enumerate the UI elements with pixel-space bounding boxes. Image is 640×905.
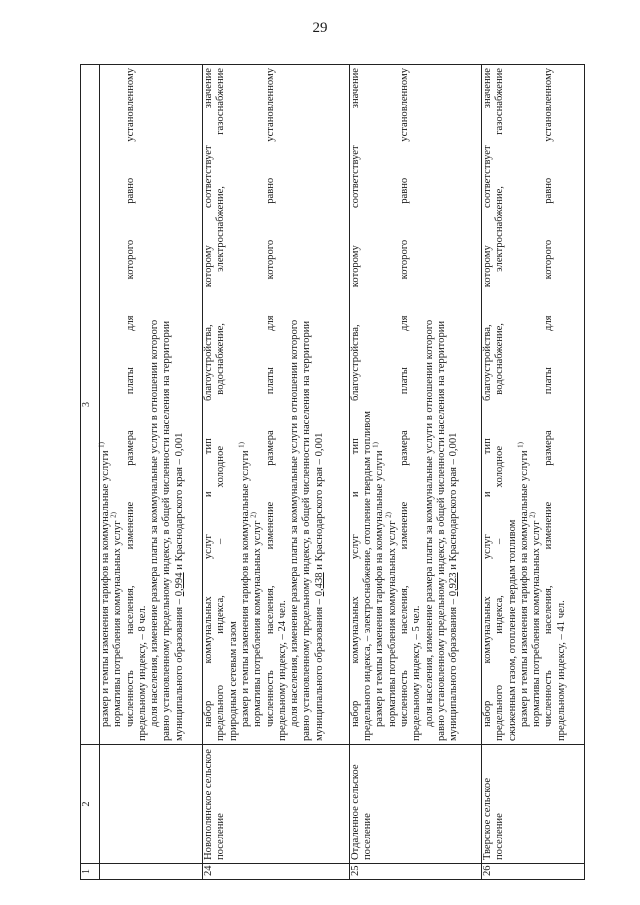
description-line	[516, 68, 531, 741]
line-text: размер и темпы изменения тарифов на коммунальные услуги	[100, 447, 111, 727]
rotated-table-wrapper	[80, 65, 585, 880]
line-text: численность населения, изменение размера платы для которого равно установленному	[264, 68, 276, 727]
row-number-cell	[100, 864, 203, 880]
line-text: нормативы потребления коммунальных услуг	[252, 517, 264, 727]
description-line	[174, 68, 186, 741]
line-text: предельному индексу, – 8 чел.	[136, 605, 148, 741]
table-row-25	[349, 65, 481, 880]
line-text: доля населения, изменение размера платы за коммунальные услуги в отношении которого	[289, 319, 301, 727]
footnote-marker: 2)	[109, 512, 118, 518]
line-text-tail: и Краснодарского края – 0,001	[313, 432, 325, 573]
description-line	[411, 68, 423, 741]
footnote-marker: 1)	[237, 442, 246, 448]
header-cell-3: 3	[81, 65, 100, 745]
line-text: набор коммунальных услуг и тип благоустройства, которому соответствует значение	[203, 68, 215, 727]
settlement-name-cell: Новополянское сельское поселение	[203, 745, 350, 864]
description-line	[371, 68, 386, 741]
line-text: муниципального образования –	[448, 596, 460, 741]
line-text: нормативы потребления коммунальных услуг	[531, 517, 543, 727]
row-number-cell: 26	[481, 864, 584, 880]
description-line	[543, 68, 555, 741]
row-number-cell: 25	[349, 864, 481, 880]
line-text: численность населения, изменение размера платы для которого равно установленному	[124, 68, 136, 727]
description-line	[137, 68, 149, 741]
description-line	[289, 68, 301, 741]
description-line	[97, 68, 112, 741]
line-text: природным сетевым газом	[227, 621, 239, 741]
description-line	[424, 68, 436, 741]
table-row-continued	[100, 65, 203, 880]
line-text: предельного индекса, – холодное водоснабжение, электроснабжение, газоснабжение	[494, 68, 506, 741]
description-cell	[203, 65, 350, 745]
description-line	[399, 68, 411, 741]
settlement-name-cell: Отдаленное сельское поселение	[349, 745, 481, 864]
line-text: предельному индексу, – 5 чел.	[411, 605, 423, 741]
line-text: размер и темпы изменения тарифов на коммунальные услуги	[239, 447, 251, 727]
header-cell-1: 1	[81, 864, 100, 880]
underlined-value: 0,994	[173, 572, 185, 597]
description-cell	[349, 65, 481, 745]
footnote-marker: 1)	[516, 442, 525, 448]
description-line	[249, 68, 264, 741]
page-number: 29	[312, 20, 328, 36]
description-line	[494, 68, 506, 741]
description-line	[125, 68, 137, 741]
line-text: сжиженным газом, отопление твердым топливом	[506, 519, 518, 741]
description-line	[237, 68, 252, 741]
underlined-value: 0,923	[448, 572, 460, 597]
line-text: равно установленному предельному индексу, в общей численности населения на территории	[301, 320, 313, 741]
description-line	[277, 68, 289, 741]
footnote-marker: 2)	[249, 512, 258, 518]
description-line	[448, 68, 460, 741]
description-line	[215, 68, 227, 741]
footnote-marker: 2)	[528, 512, 537, 518]
line-text: предельного индекса, – электроснабжение, отопление твердым топливом	[362, 411, 374, 741]
line-text: равно установленному предельному индексу, в общей численности населения на территории	[435, 320, 447, 741]
line-text: численность населения, изменение размера платы для которого равно установленному	[398, 68, 410, 727]
line-text: равно установленному предельному индексу, в общей численности населения на территории	[161, 320, 173, 741]
line-text: предельного индекса, – холодное водоснабжение, электроснабжение, газоснабжение	[215, 68, 227, 741]
line-text-tail: и Краснодарского края – 0,001	[448, 432, 460, 573]
description-line	[149, 68, 161, 741]
line-text: набор коммунальных услуг и тип благоустройства, которому соответствует значение	[349, 68, 361, 727]
line-text: доля населения, изменение размера платы за коммунальные услуги в отношении которого	[423, 319, 435, 727]
line-text: численность населения, изменение размера платы для которого равно установленному	[543, 68, 555, 727]
line-text: нормативы потребления коммунальных услуг	[112, 517, 124, 727]
line-text: набор коммунальных услуг и тип благоустройства, которому соответствует значение	[481, 68, 493, 727]
row-number-cell: 24	[203, 864, 350, 880]
description-line	[314, 68, 326, 741]
line-text: доля населения, изменение размера платы за коммунальные услуги в отношении которого	[149, 319, 161, 727]
line-text: размер и темпы изменения тарифов на коммунальные услуги	[518, 447, 530, 727]
description-cell	[481, 65, 584, 745]
footnote-marker: 2)	[384, 512, 393, 518]
description-line	[109, 68, 124, 741]
description-line	[482, 68, 494, 741]
underlined-value: 0,438	[313, 572, 325, 597]
description-line	[528, 68, 543, 741]
line-text: муниципального образования –	[173, 596, 185, 741]
header-cell-2: 2	[81, 745, 100, 864]
description-line	[203, 68, 215, 741]
footnote-marker: 1)	[97, 442, 106, 448]
description-line	[228, 68, 240, 741]
description-line	[265, 68, 277, 741]
description-line	[384, 68, 399, 741]
description-line	[350, 68, 362, 741]
line-text: предельному индексу, – 41 чел.	[555, 600, 567, 741]
footnote-marker: 1)	[371, 442, 380, 448]
table-header-row	[81, 65, 100, 880]
description-line	[301, 68, 313, 741]
line-text: предельному индексу, – 24 чел.	[276, 600, 288, 741]
description-line	[507, 68, 519, 741]
line-text: нормативы потребления коммунальных услуг	[386, 517, 398, 727]
description-line	[556, 68, 568, 741]
settlement-name-cell: Тверское сельское поселение	[481, 745, 584, 864]
description-cell	[97, 65, 203, 745]
line-text: размер и темпы изменения тарифов на коммунальные услуги	[374, 447, 386, 727]
description-line	[436, 68, 448, 741]
table-row-24	[203, 65, 350, 880]
services-table	[80, 64, 585, 880]
description-line	[362, 68, 374, 741]
line-text-tail: и Краснодарского края – 0,001	[173, 432, 185, 573]
description-line	[161, 68, 173, 741]
line-text: муниципального образования –	[313, 596, 325, 741]
table-row-26	[481, 65, 584, 880]
settlement-name-cell	[100, 745, 203, 864]
